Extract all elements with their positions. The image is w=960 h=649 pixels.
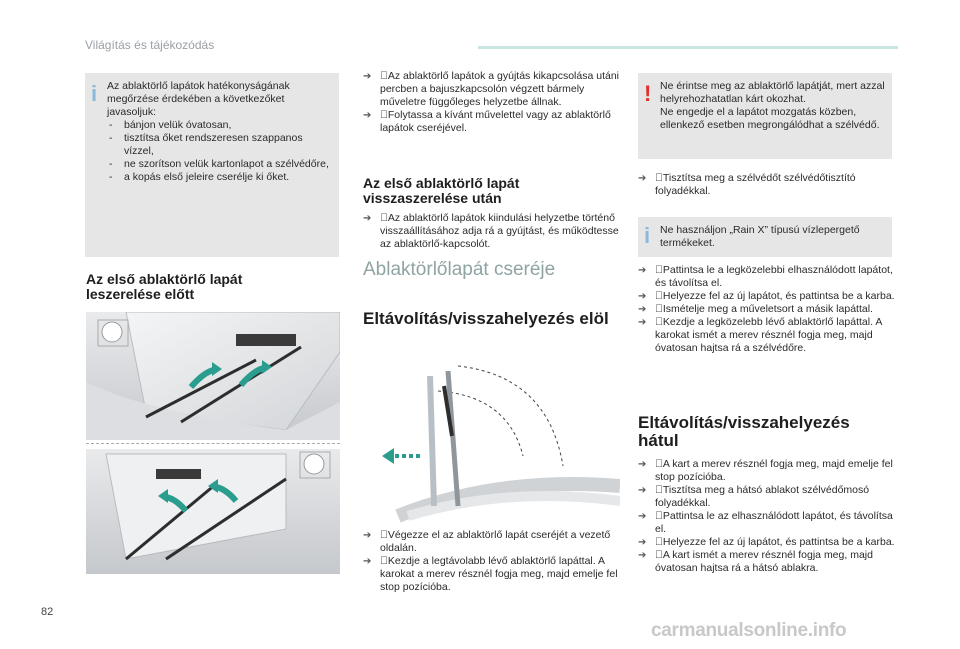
- info-note-body: Ne használjon „Rain X” típusú vízlepergető termékeket.: [660, 224, 860, 249]
- left-info-note: [85, 73, 339, 257]
- list-item: ➔ A kart a merev résznél fogja meg, majd emelje fel stop pozícióba.: [638, 458, 893, 483]
- list-item: ➔ Tisztítsa meg a hátsó ablakot szélvédőmosó folyadékkal.: [638, 484, 870, 509]
- heading-rear-removal: Eltávolítás/visszahelyezés hátul: [638, 413, 850, 450]
- image-divider: [86, 443, 340, 444]
- left-note-list: [107, 119, 333, 184]
- windshield-illustration-bottom: [86, 449, 340, 574]
- right-list-3: [638, 458, 896, 575]
- bullet-icon: ➔: [638, 173, 647, 184]
- left-info-note-body: [107, 80, 333, 184]
- left-note-intro: Az ablaktörlő lapátok hatékonyságának megőrzése érdekében a következőket javasoljuk:: [107, 80, 290, 118]
- bullet-icon: ➔: [638, 511, 647, 522]
- section-title: Ablaktörlőlapát cseréje: [363, 259, 556, 280]
- list-item: ➔ A kart ismét a merev résznél fogja meg, majd óvatosan hajtsa rá a hátsó ablakra.: [638, 549, 873, 574]
- middle-list-2: [363, 212, 621, 251]
- list-item: - bánjon velük óvatosan,: [107, 119, 333, 132]
- bullet-icon: ➔: [638, 265, 647, 276]
- middle-list-3: [363, 529, 621, 594]
- bullet-icon: ➔: [363, 556, 372, 567]
- windshield-illustration-top: [86, 312, 340, 440]
- bullet-icon: ➔: [638, 317, 647, 328]
- list-item: ➔ Helyezze fel az új lapátot, és pattintsa be a karba.: [638, 290, 895, 302]
- header-accent-bar: [478, 46, 898, 49]
- info-icon: i: [644, 223, 651, 248]
- list-item: ➔ Folytassa a kívánt művelettel vagy az ablaktörlő lapátok cseréjével.: [363, 109, 611, 134]
- warning-note: [638, 73, 892, 159]
- heading-before-removal: Az első ablaktörlő lapát leszerelése előtt: [86, 271, 243, 302]
- info-icon: i: [91, 81, 98, 106]
- warning-exclamation-icon: !: [644, 81, 652, 106]
- list-item: - ne szorítson velük kartonlapot a szélvédőre,: [107, 158, 333, 171]
- list-item: ➔ Az ablaktörlő lapátok a gyújtás kikapcsolása utáni percben a bajuszkapcsolón végzett bármely műveletre függőleges helyzetbe állnak.: [363, 70, 620, 108]
- bullet-icon: ➔: [638, 304, 647, 315]
- windshield-top-svg: [86, 312, 340, 440]
- right-list-1: [638, 172, 896, 198]
- wiper-lift-illustration: [378, 356, 620, 524]
- page-number: 82: [41, 606, 54, 618]
- watermark: carmanualsonline.info: [651, 620, 847, 641]
- list-item: ➔ Tisztítsa meg a szélvédőt szélvédőtisztító folyadékkal.: [638, 172, 856, 197]
- bullet-icon: ➔: [638, 459, 647, 470]
- bullet-icon: ➔: [363, 71, 372, 82]
- bullet-icon: ➔: [638, 485, 647, 496]
- bullet-icon: ➔: [363, 110, 372, 121]
- list-item: - a kopás első jeleire cserélje ki őket.: [107, 171, 333, 184]
- list-item: ➔ Kezdje a legtávolabb lévő ablaktörlő lapáttal. A karokat a merev résznél fogja meg, majd emelje fel stop pozícióba.: [363, 555, 618, 593]
- bullet-icon: ➔: [638, 291, 647, 302]
- bullet-icon: ➔: [363, 213, 372, 224]
- list-item: ➔ Pattintsa le az elhasználódott lapátot, és távolítsa el.: [638, 510, 893, 535]
- heading-front-removal: Eltávolítás/visszahelyezés elöl: [363, 309, 609, 328]
- bullet-icon: ➔: [363, 530, 372, 541]
- heading-after-refit: Az első ablaktörlő lapát visszaszerelése után: [363, 175, 520, 206]
- bullet-icon: ➔: [638, 550, 647, 561]
- info-note-rainx: [638, 217, 892, 257]
- list-item: ➔ Kezdje a legközelebb lévő ablaktörlő lapáttal. A karokat ismét a merev résznél fogja meg, majd óvatosan hajtsa rá a szélvédőre.: [638, 316, 882, 354]
- list-item: ➔ Az ablaktörlő lapátok kiindulási helyzetbe történő visszaállításához adja rá a gyújtást, és működtesse az ablaktörlő-kapcsolót.: [363, 212, 619, 250]
- list-item: ➔ Ismételje meg a műveletsort a másik lapáttal.: [638, 303, 873, 315]
- list-item: ➔ Végezze el az ablaktörlő lapát cseréjét a vezető oldalán.: [363, 529, 611, 554]
- middle-list-1: [363, 70, 621, 135]
- windshield-bottom-svg: [86, 449, 340, 574]
- warning-note-body: Ne érintse meg az ablaktörlő lapátját, mert azzal helyrehozhatatlan kárt okozhat. Ne engedje el a lapátot mozgatás közben, ellenkező esetben megrongálódhat a szélvédő.: [660, 80, 885, 131]
- bullet-icon: ➔: [638, 537, 647, 548]
- wiper-lift-svg: [378, 356, 620, 524]
- chapter-title: Világítás és tájékozódás: [85, 38, 215, 52]
- arrow-left-icon: [382, 448, 394, 464]
- list-item: - tisztítsa őket rendszeresen szappanos vízzel,: [107, 132, 333, 158]
- list-item: ➔ Pattintsa le a legközelebbi elhasználódott lapátot, és távolítsa el.: [638, 264, 893, 289]
- list-item: ➔ Helyezze fel az új lapátot, és pattintsa be a karba.: [638, 536, 895, 548]
- right-list-2: [638, 264, 896, 355]
